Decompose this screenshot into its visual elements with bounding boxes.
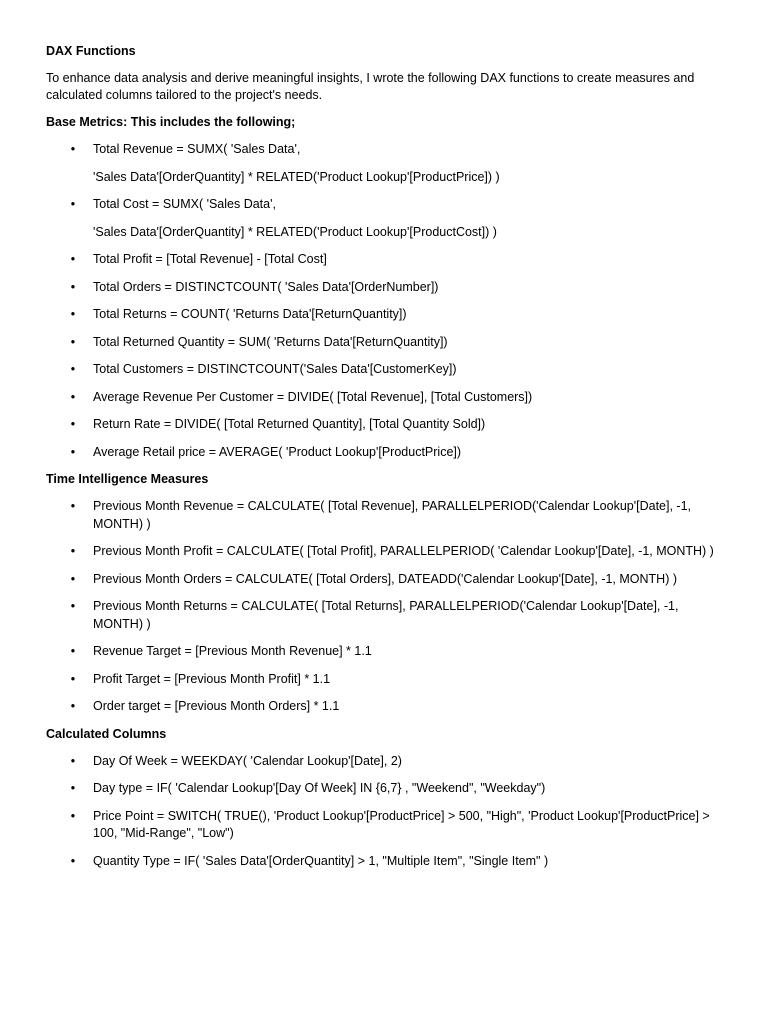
- list-item: [46, 306, 718, 324]
- list-item-text: Total Orders = DISTINCTCOUNT( 'Sales Data'[OrderNumber]): [93, 279, 439, 294]
- intro-paragraph: To enhance data analysis and derive meaningful insights, I wrote the following DAX functions to create measures and calculated columns tailored to the project's needs.: [46, 71, 695, 102]
- list-item: [46, 571, 718, 589]
- list-item: [46, 598, 718, 633]
- document-title: DAX Functions: [46, 44, 136, 58]
- list-item: [46, 643, 718, 661]
- calculated-columns-list: [46, 753, 728, 871]
- list-item-text: Day Of Week = WEEKDAY( 'Calendar Lookup'[Date], 2): [93, 753, 402, 768]
- bullet-icon: •: [70, 142, 76, 156]
- bullet-icon: •: [70, 417, 76, 431]
- list-item: [46, 416, 718, 434]
- list-item: [46, 389, 718, 407]
- list-item: [46, 498, 718, 533]
- bullet-icon: •: [70, 197, 76, 211]
- list-item: [46, 853, 718, 871]
- bullet-icon: •: [70, 571, 76, 586]
- base-metrics-heading: Base Metrics: This includes the following;: [46, 115, 296, 129]
- bullet-icon: •: [70, 808, 76, 823]
- list-item-text: Total Revenue = SUMX( 'Sales Data',: [93, 142, 301, 156]
- time-intelligence-list: [46, 498, 728, 716]
- list-item: [46, 141, 718, 186]
- bullet-icon: •: [70, 853, 76, 868]
- list-item: [46, 780, 718, 798]
- bullet-icon: •: [70, 753, 76, 768]
- list-item-text: Previous Month Profit = CALCULATE( [Total Profit], PARALLELPERIOD( 'Calendar Lookup'[Date], -1, MONTH) ): [93, 544, 714, 558]
- list-item: [46, 361, 718, 379]
- list-item: [46, 196, 718, 241]
- list-item-text: Profit Target = [Previous Month Profit] * 1.1: [93, 671, 331, 686]
- bullet-icon: •: [70, 252, 76, 266]
- bullet-icon: •: [70, 444, 76, 459]
- list-item-text: Total Cost = SUMX( 'Sales Data',: [93, 197, 276, 211]
- list-item-text: Price Point = SWITCH( TRUE(), 'Product Lookup'[ProductPrice] > 500, "High", 'Product Lookup'[ProductPrice] > 100, "Mid-Range", "Low"): [93, 808, 710, 840]
- list-item-text: Total Returns = COUNT( 'Returns Data'[ReturnQuantity]): [93, 307, 407, 321]
- list-item: [46, 543, 718, 561]
- list-item-text: Total Profit = [Total Revenue] - [Total Cost]: [93, 252, 327, 266]
- list-item-text: Revenue Target = [Previous Month Revenue] * 1.1: [93, 644, 372, 658]
- list-item: [46, 753, 718, 771]
- bullet-icon: •: [70, 362, 76, 376]
- bullet-icon: •: [70, 781, 76, 795]
- list-item-text: Order target = [Previous Month Orders] * 1.1: [93, 699, 340, 713]
- list-item-text: Previous Month Returns = CALCULATE( [Total Returns], PARALLELPERIOD('Calendar Lookup'[Date], -1, MONTH) ): [93, 599, 679, 631]
- list-item: [46, 698, 718, 716]
- bullet-icon: •: [70, 279, 76, 294]
- list-item-continuation: 'Sales Data'[OrderQuantity] * RELATED('Product Lookup'[ProductPrice]) ): [93, 169, 500, 184]
- bullet-icon: •: [70, 334, 76, 349]
- time-intelligence-heading: Time Intelligence Measures: [46, 472, 209, 486]
- list-item-text: Previous Month Orders = CALCULATE( [Total Orders], DATEADD('Calendar Lookup'[Date], -1, MONTH) ): [93, 571, 678, 586]
- list-item-text: Total Customers = DISTINCTCOUNT('Sales Data'[CustomerKey]): [93, 362, 457, 376]
- list-item: [46, 334, 718, 352]
- bullet-icon: •: [70, 644, 76, 658]
- list-item: [46, 444, 718, 462]
- list-item-text: Average Revenue Per Customer = DIVIDE( [Total Revenue], [Total Customers]): [93, 389, 533, 404]
- list-item-text: Day type = IF( 'Calendar Lookup'[Day Of Week] IN {6,7} , "Weekend", "Weekday"): [93, 781, 546, 795]
- list-item: [46, 251, 718, 269]
- bullet-icon: •: [70, 307, 76, 321]
- list-item-continuation: 'Sales Data'[OrderQuantity] * RELATED('Product Lookup'[ProductCost]) ): [93, 224, 497, 239]
- bullet-icon: •: [70, 389, 76, 404]
- list-item: [46, 808, 718, 843]
- list-item-text: Total Returned Quantity = SUM( 'Returns Data'[ReturnQuantity]): [93, 334, 448, 349]
- bullet-icon: •: [70, 599, 76, 613]
- bullet-icon: •: [70, 499, 76, 513]
- base-metrics-list: [46, 141, 728, 461]
- list-item-text: Average Retail price = AVERAGE( 'Product Lookup'[ProductPrice]): [93, 444, 462, 459]
- list-item: [46, 671, 718, 689]
- list-item: [46, 279, 718, 297]
- calculated-columns-heading: Calculated Columns: [46, 726, 167, 741]
- bullet-icon: •: [70, 671, 76, 686]
- list-item-text: Previous Month Revenue = CALCULATE( [Total Revenue], PARALLELPERIOD('Calendar Lookup'[Date], -1, MONTH) ): [93, 499, 692, 531]
- bullet-icon: •: [70, 544, 76, 558]
- bullet-icon: •: [70, 699, 76, 713]
- list-item-text: Quantity Type = IF( 'Sales Data'[OrderQuantity] > 1, "Multiple Item", "Single Item" ): [93, 853, 549, 868]
- list-item-text: Return Rate = DIVIDE( [Total Returned Quantity], [Total Quantity Sold]): [93, 417, 486, 431]
